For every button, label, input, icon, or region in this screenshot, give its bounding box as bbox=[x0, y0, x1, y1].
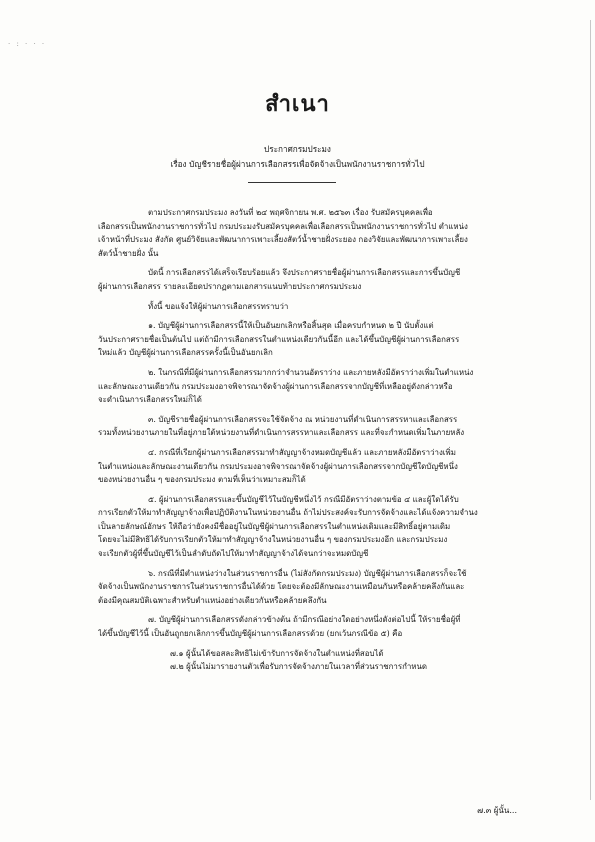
paragraph-line: ในตำแหน่งและลักษณะงานเดียวกัน กรมประมงอาจพิจารณาจัดจ้างผู้ผ่านการเลือกสรรจากบัญชีใดบัญชีหนึ่ง bbox=[98, 461, 458, 471]
paragraph bbox=[98, 300, 512, 314]
paragraph bbox=[98, 647, 512, 674]
paragraph-line: การเรียกตัวให้มาทำสัญญาจ้างเพื่อปฏิบัติงานในหน่วยงานอื่น ถ้าไม่ประสงค์จะรับการจัดจ้างและได้แจ้งความจำนง bbox=[98, 508, 478, 518]
scan-marks: · : · · · bbox=[8, 40, 47, 48]
paragraph bbox=[98, 446, 512, 487]
paragraph-line: ๕. ผู้ผ่านการเลือกสรรและขึ้นบัญชีไว้ในบัญชีหนึ่งไว้ กรณีมีอัตราว่างตามข้อ ๔ และผู้ใดได้รับ bbox=[148, 494, 459, 504]
paragraph bbox=[98, 206, 512, 260]
paragraph-line: ต้องมีคุณสมบัติเฉพาะสำหรับตำแหน่งอย่างเดียวกันหรือคล้ายคลึงกัน bbox=[98, 595, 327, 605]
paragraph-line: เลือกสรรเป็นพนักงานราชการทั่วไป กรมประมงรับสมัครบุคคลเพื่อเลือกสรรเป็นพนักงานราชการทั่วไป ตำแหน่ง bbox=[98, 221, 468, 231]
paragraph-line: สัตว์น้ำชายฝั่ง นั้น bbox=[98, 248, 159, 258]
paragraph-line: จัดจ้างเป็นพนักงานราชการในส่วนราชการอื่นได้ด้วย โดยจะต้องมีลักษณะงานเหมือนกันหรือคล้ายคลึงกันและ bbox=[98, 582, 465, 592]
paragraph bbox=[98, 266, 512, 293]
paragraph-line: ๒. ในกรณีที่มีผู้ผ่านการเลือกสรรมากกว่าจำนวนอัตราว่าง และภายหลังมีอัตราว่างเพิ่มในตำแหน่ง bbox=[148, 367, 474, 377]
paragraph-line: เป็นลายลักษณ์อักษร ให้ถือว่ายังคงมีชื่ออยู่ในบัญชีผู้ผ่านการเลือกสรรในตำแหน่งเดิมและมีสิทธิ์อยู่ตามเดิม bbox=[98, 521, 451, 531]
paragraph-line: ๓. บัญชีรายชื่อผู้ผ่านการเลือกสรรจะใช้จัดจ้าง ณ หน่วยงานที่ดำเนินการสรรหาและเลือกสรร bbox=[148, 414, 458, 424]
paragraph-line: เจ้าหน้าที่ประมง สังกัด ศูนย์วิจัยและพัฒนาการเพาะเลี้ยงสัตว์น้ำชายฝั่งระยอง กองวิจัยและพัฒนาการเพาะเลี้ยง bbox=[98, 235, 468, 245]
paragraph-line: ๖. กรณีที่มีตำแหน่งว่างในส่วนราชการอื่น (ไม่สังกัดกรมประมง) บัญชีผู้ผ่านการเลือกสรรก็จะใช้ bbox=[148, 568, 467, 578]
paragraph bbox=[98, 567, 512, 608]
paragraph-line: ทั้งนี้ ขอแจ้งให้ผู้ผ่านการเลือกสรรทราบว่า bbox=[148, 301, 289, 311]
paragraph bbox=[98, 366, 512, 407]
paragraph-line: บัดนี้ การเลือกสรรได้เสร็จเรียบร้อยแล้ว จึงประกาศรายชื่อผู้ผ่านการเลือกสรรและการขึ้นบัญชี bbox=[148, 268, 461, 278]
continuation-marker: ๗.๓ ผู้นั้น... bbox=[477, 806, 517, 815]
paragraph-line: ๑. บัญชีผู้ผ่านการเลือกสรรนี้ให้เป็นอันยกเลิกหรือสิ้นสุด เมื่อครบกำหนด ๒ ปี นับตั้งแต่ bbox=[148, 321, 434, 331]
paragraph bbox=[98, 319, 512, 360]
announcement-subject: เรื่อง บัญชีรายชื่อผู้ผ่านการเลือกสรรเพื่อจัดจ้างเป็นพนักงานราชการทั่วไป bbox=[170, 159, 425, 169]
paragraph bbox=[98, 493, 512, 561]
paragraph-line: โดยจะไม่มีสิทธิได้รับการเรียกตัวให้มาทำสัญญาจ้างในหน่วยงานอื่น ๆ ของกรมประมงอีก และกรมประมง bbox=[98, 535, 448, 545]
paragraph-line: และลักษณะงานเดียวกัน กรมประมงอาจพิจารณาจัดจ้างผู้ผ่านการเลือกสรรจากบัญชีที่เหลืออยู่ดังกล่าวหรือ bbox=[98, 381, 453, 391]
paragraph-line: จะเรียกตัวผู้ที่ขึ้นบัญชีไว้เป็นลำดับถัดไปให้มาทำสัญญาจ้างได้จนกว่าจะหมดบัญชี bbox=[98, 549, 369, 559]
paragraph-line: ผู้ผ่านการเลือกสรร รายละเอียดปรากฏตามเอกสารแนบท้ายประกาศกรมประมง bbox=[98, 281, 362, 291]
page-edge-line bbox=[590, 20, 591, 800]
paragraph-line: ตามประกาศกรมประมง ลงวันที่ ๒๔ พฤศจิกายน พ.ศ. ๒๕๖๓ เรื่อง รับสมัครบุคคลเพื่อ bbox=[148, 208, 433, 217]
paragraph-line: จะดำเนินการเลือกสรรใหม่ก็ได้ bbox=[98, 395, 202, 405]
paragraph bbox=[98, 413, 512, 440]
document-title: สำเนา bbox=[265, 91, 330, 117]
announcement-issuer: ประกาศกรมประมง bbox=[264, 144, 331, 154]
paragraph bbox=[98, 613, 512, 640]
document-body bbox=[98, 206, 512, 674]
paragraph-line: ได้ขึ้นบัญชีไว้นี้ เป็นอันถูกยกเลิกการขึ้นบัญชีผู้ผ่านการเลือกสรรด้วย (ยกเว้นกรณีข้อ ๕) คือ bbox=[98, 629, 403, 639]
paragraph-line: ของหน่วยงานอื่น ๆ ของกรมประมง ตามที่เห็นว่าเหมาะสมก็ได้ bbox=[98, 475, 306, 485]
paragraph-line: ๗.๑ ผู้นั้นได้ขอสละสิทธิไม่เข้ารับการจัดจ้างในตำแหน่งที่สอบได้ bbox=[170, 648, 384, 658]
paragraph-line: ๗. บัญชีผู้ผ่านการเลือกสรรดังกล่าวข้างต้น ถ้ามีกรณีอย่างใดอย่างหนึ่งดังต่อไปนี้ ให้รายชื่อผู้ที่ bbox=[148, 615, 461, 625]
paragraph-line: ๗.๒ ผู้นั้นไม่มารายงานตัวเพื่อรับการจัดจ้างภายในเวลาที่ส่วนราชการกำหนด bbox=[170, 662, 428, 672]
title-divider bbox=[248, 182, 336, 183]
paragraph-line: ๔. กรณีที่เรียกผู้ผ่านการเลือกสรรมาทำสัญญาจ้างหมดบัญชีแล้ว และภายหลังมีอัตราว่างเพิ่ม bbox=[148, 447, 456, 457]
paragraph-line: ใหม่แล้ว บัญชีผู้ผ่านการเลือกสรรครั้งนี้เป็นอันยกเลิก bbox=[98, 348, 273, 358]
paragraph-line: วันประกาศรายชื่อเป็นต้นไป แต่ถ้ามีการเลือกสรรในตำแหน่งเดียวกันนี้อีก และได้ขึ้นบัญชีผู้ผ่านการเลือกสรร bbox=[98, 334, 460, 344]
paragraph-line: รวมทั้งหน่วยงานภายในที่อยู่ภายใต้หน่วยงานที่ดำเนินการสรรหาและเลือกสรร และที่จะกำหนดเพิ่มในภายหลัง bbox=[98, 428, 465, 438]
